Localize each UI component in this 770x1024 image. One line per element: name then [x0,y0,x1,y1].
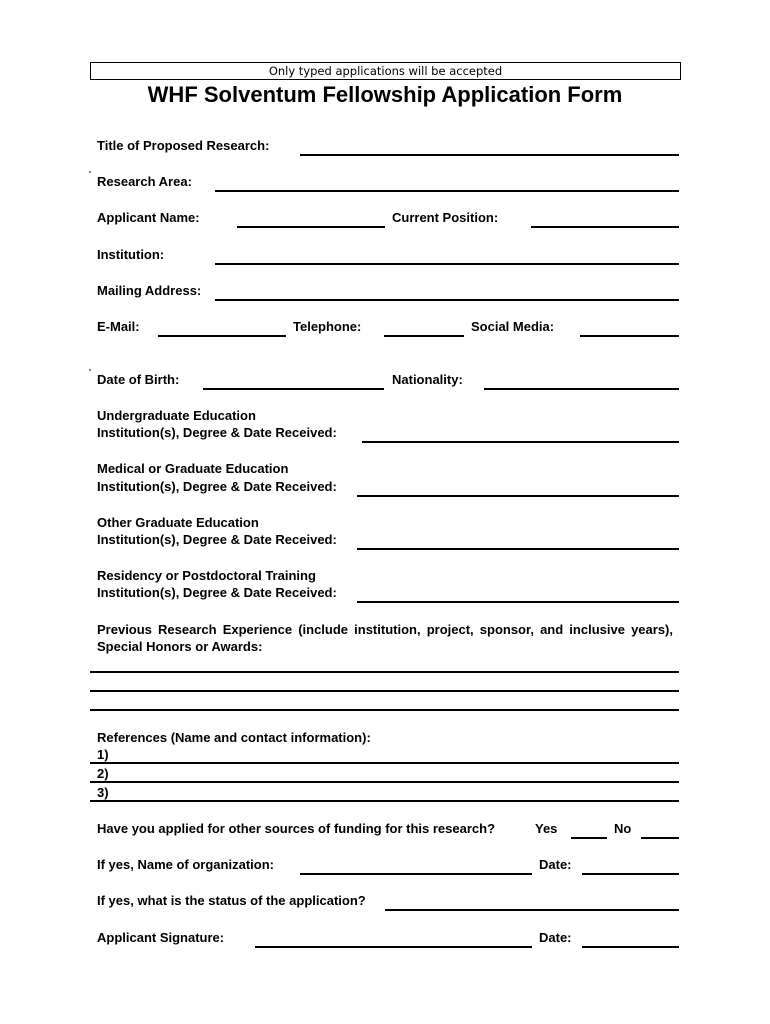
mailing-address-label: Mailing Address: [97,283,202,298]
undergrad-field[interactable] [362,441,679,443]
other-graduate-field[interactable] [357,548,679,550]
funding-no-label: No [614,821,632,836]
applicant-name-field[interactable] [237,226,385,228]
telephone-field[interactable] [384,335,464,337]
medical-field[interactable] [357,495,679,497]
funding-no-field[interactable] [641,837,679,839]
nationality-field[interactable] [484,388,679,390]
current-position-field[interactable] [531,226,679,228]
email-label: E-Mail: [97,319,140,334]
experience-instructions: Previous Research Experience (include institution, project, sponsor, and inclusive years), Special Honors or Awards: [97,622,673,654]
institution-label: Institution: [97,247,165,262]
reference-1-field[interactable] [90,762,679,764]
status-field[interactable] [385,909,679,911]
reference-number-1: 1) [97,747,109,762]
organization-date-label: Date: [539,857,572,872]
form-title: WHF Solventum Fellowship Application Form [147,82,623,107]
references-heading: References (Name and contact information): [97,730,371,745]
margin-mark [89,369,91,371]
other-graduate-heading: Other Graduate Education [97,515,259,530]
funding-yes-field[interactable] [571,837,607,839]
reference-number-2: 2) [97,766,109,781]
social-media-field[interactable] [580,335,679,337]
experience-line-2[interactable] [90,690,679,692]
dob-label: Date of Birth: [97,372,180,387]
margin-mark [89,171,91,173]
organization-date-field[interactable] [582,873,679,875]
experience-line-1[interactable] [90,671,679,673]
organization-field[interactable] [300,873,532,875]
signature-field[interactable] [255,946,532,948]
medical-received-label: Institution(s), Degree & Date Received: [97,479,337,494]
residency-heading: Residency or Postdoctoral Training [97,568,316,583]
research-area-label: Research Area: [97,174,192,189]
residency-received-label: Institution(s), Degree & Date Received: [97,585,337,600]
current-position-label: Current Position: [392,210,499,225]
research-area-field[interactable] [215,190,679,192]
reference-number-3: 3) [97,785,109,800]
other-graduate-received-label: Institution(s), Degree & Date Received: [97,532,337,547]
medical-heading: Medical or Graduate Education [97,461,289,476]
experience-line-3[interactable] [90,709,679,711]
funding-question: Have you applied for other sources of funding for this research? [97,821,496,836]
social-media-label: Social Media: [471,319,555,334]
undergrad-received-label: Institution(s), Degree & Date Received: [97,425,337,440]
status-question: If yes, what is the status of the application? [97,893,366,908]
email-field[interactable] [158,335,286,337]
reference-2-field[interactable] [90,781,679,783]
residency-field[interactable] [357,601,679,603]
applicant-name-label: Applicant Name: [97,210,200,225]
funding-yes-label: Yes [535,821,558,836]
mailing-address-field[interactable] [215,299,679,301]
proposed-research-field[interactable] [300,154,679,156]
telephone-label: Telephone: [293,319,362,334]
signature-label: Applicant Signature: [97,930,225,945]
signature-date-field[interactable] [582,946,679,948]
reference-3-field[interactable] [90,800,679,802]
undergrad-heading: Undergraduate Education [97,408,256,423]
nationality-label: Nationality: [392,372,463,387]
proposed-research-label: Title of Proposed Research: [97,138,270,153]
institution-field[interactable] [215,263,679,265]
typed-only-notice: Only typed applications will be accepted [90,62,681,80]
organization-label: If yes, Name of organization: [97,857,274,872]
dob-field[interactable] [203,388,384,390]
signature-date-label: Date: [539,930,572,945]
